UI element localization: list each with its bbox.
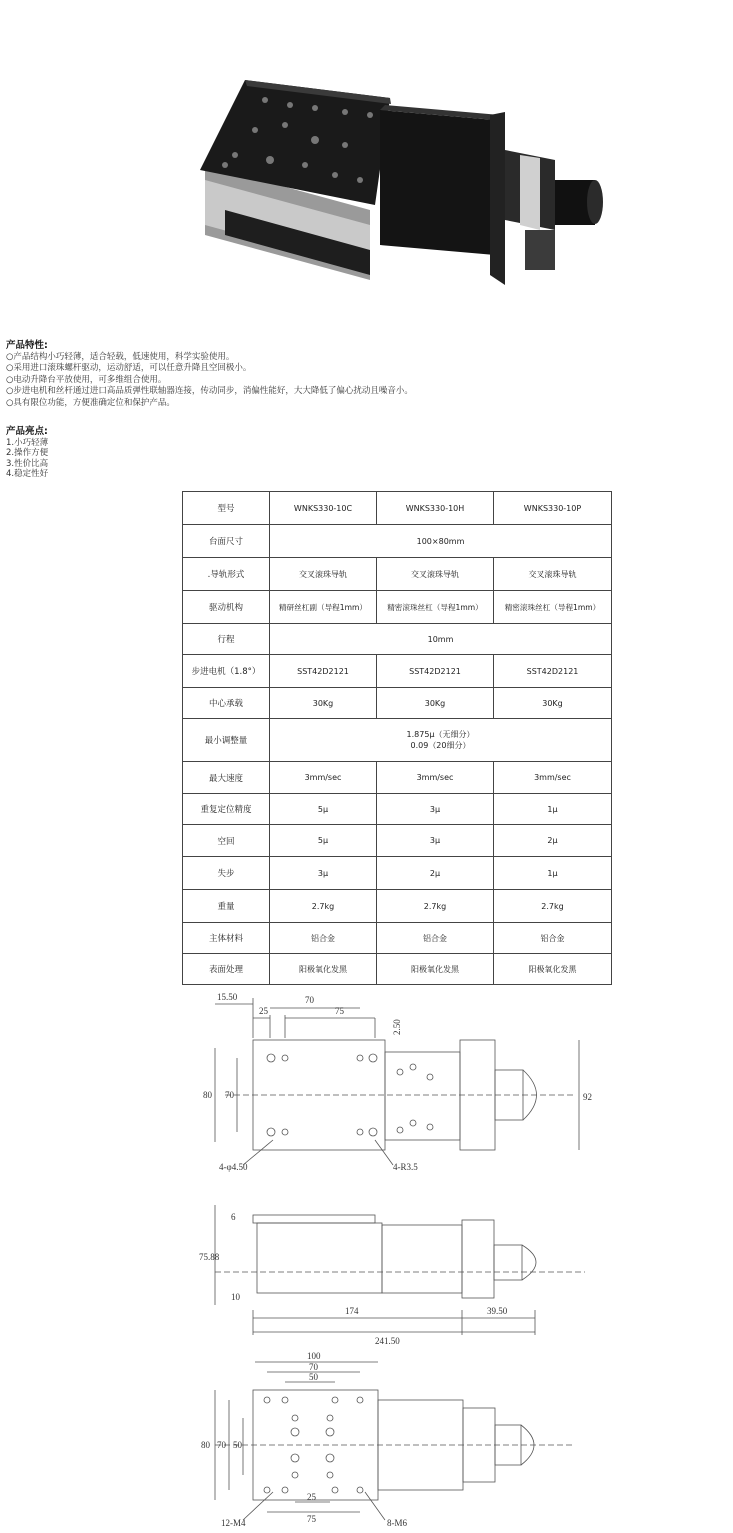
table-cell: 3μ	[377, 825, 494, 857]
table-cell	[270, 719, 612, 762]
table-cell: 2.7kg	[270, 890, 377, 923]
dim-label: 50	[233, 1440, 242, 1450]
table-cell: 阳极氧化发黑	[377, 954, 494, 985]
dim-label: 80	[201, 1440, 210, 1450]
table-row	[183, 558, 612, 591]
features-section	[6, 340, 413, 410]
feature-item: ○具有限位功能，方便准确定位和保护产品。	[6, 397, 175, 408]
table-cell: 30Kg	[270, 688, 377, 719]
highlight-item: 3.性价比高	[6, 458, 49, 469]
highlights-heading: 产品亮点:	[6, 426, 48, 437]
dim-label: 25	[259, 1006, 268, 1016]
highlight-item: 4.稳定性好	[6, 469, 49, 480]
dim-label: 92	[583, 1092, 592, 1102]
table-cell: 3mm/sec	[377, 762, 494, 794]
table-cell: 2.7kg	[377, 890, 494, 923]
table-cell: 精研丝杠副（导程1mm）	[270, 591, 377, 624]
table-cell: 精密滚珠丝杠（导程1mm）	[494, 591, 612, 624]
dim-label: 70	[309, 1362, 318, 1372]
row-label: 台面尺寸	[183, 525, 270, 558]
table-row	[183, 794, 612, 825]
drawing-top-view	[195, 990, 595, 1180]
table-row	[183, 825, 612, 857]
header-cell: WNKS330-10P	[494, 492, 612, 525]
table-row	[183, 492, 612, 525]
row-label: 最大速度	[183, 762, 270, 794]
highlight-item: 1.小巧轻薄	[6, 437, 49, 448]
highlight-item: 2.操作方便	[6, 448, 49, 459]
row-label: 中心承载	[183, 688, 270, 719]
table-cell: 2μ	[494, 825, 612, 857]
drawing-bottom-view	[195, 1350, 595, 1530]
dim-label: 12-M4	[221, 1518, 246, 1528]
feature-item: ○采用进口滚珠螺杆驱动，运动舒适，可以任意升降且空回极小。	[6, 363, 252, 374]
dim-label: 70	[225, 1090, 234, 1100]
product-photo	[195, 70, 615, 290]
table-cell: 2μ	[377, 857, 494, 890]
row-label: 失步	[183, 857, 270, 890]
cell-line: 1.875μ（无细分）	[406, 730, 475, 739]
table-row	[183, 762, 612, 794]
row-label: 步进电机（1.8°）	[183, 655, 270, 688]
table-row	[183, 890, 612, 923]
feature-item: ○电动升降台平放使用，可多维组合使用。	[6, 374, 167, 385]
table-row	[183, 655, 612, 688]
table-cell: 100×80mm	[270, 525, 612, 558]
table-cell: SST42D2121	[494, 655, 612, 688]
table-cell: 30Kg	[494, 688, 612, 719]
dim-label: 75	[307, 1514, 316, 1524]
row-label: 主体材料	[183, 923, 270, 954]
table-cell: SST42D2121	[270, 655, 377, 688]
table-row	[183, 857, 612, 890]
table-cell: 交叉滚珠导轨	[377, 558, 494, 591]
row-label: 行程	[183, 624, 270, 655]
table-cell: 交叉滚珠导轨	[270, 558, 377, 591]
spec-table	[182, 491, 612, 985]
table-cell: 铝合金	[377, 923, 494, 954]
dim-label: 100	[307, 1351, 321, 1361]
dim-label: 50	[309, 1372, 318, 1382]
table-cell: 3mm/sec	[270, 762, 377, 794]
highlights-section	[6, 427, 48, 480]
table-cell: 10mm	[270, 624, 612, 655]
features-heading: 产品特性:	[6, 340, 48, 351]
dim-label: 70	[217, 1440, 226, 1450]
table-cell: 阳极氧化发黑	[494, 954, 612, 985]
table-cell: 交叉滚珠导轨	[494, 558, 612, 591]
dim-label: 2.50	[392, 1019, 402, 1035]
table-cell: 3μ	[377, 794, 494, 825]
drawing-side-view	[195, 1200, 595, 1345]
row-label: .导轨形式	[183, 558, 270, 591]
row-label: 表面处理	[183, 954, 270, 985]
row-label: 驱动机构	[183, 591, 270, 624]
table-cell: 3μ	[270, 857, 377, 890]
dim-label: 75	[335, 1006, 344, 1016]
feature-item: ○产品结构小巧轻薄，适合轻载，低速使用，科学实验使用。	[6, 351, 235, 362]
row-label: 重复定位精度	[183, 794, 270, 825]
row-label: 空回	[183, 825, 270, 857]
feature-item: ○步进电机和丝杆通过进口高品质弹性联轴器连接，传动同步，消偏性能好，大大降低了偏心扰动且噪音小。	[6, 386, 413, 397]
table-cell: 1μ	[494, 794, 612, 825]
dim-label: 70	[305, 995, 314, 1005]
table-cell: 铝合金	[270, 923, 377, 954]
dim-label: 4-φ4.50	[219, 1162, 248, 1172]
header-cell: 型号	[183, 492, 270, 525]
table-cell: 1μ	[494, 857, 612, 890]
cell-line: 0.09（20细分）	[410, 741, 471, 750]
row-label: 重量	[183, 890, 270, 923]
table-cell: 2.7kg	[494, 890, 612, 923]
dim-label: 10	[231, 1292, 240, 1302]
table-cell: 30Kg	[377, 688, 494, 719]
dim-label: 174	[345, 1306, 359, 1316]
table-row	[183, 525, 612, 558]
dim-label: 75.88	[199, 1252, 220, 1262]
dim-label: 80	[203, 1090, 212, 1100]
table-cell: 5μ	[270, 825, 377, 857]
table-row	[183, 624, 612, 655]
table-cell: SST42D2121	[377, 655, 494, 688]
dim-label: 25	[307, 1492, 316, 1502]
table-cell: 精密滚珠丝杠（导程1mm）	[377, 591, 494, 624]
header-cell: WNKS330-10H	[377, 492, 494, 525]
table-row	[183, 591, 612, 624]
dim-label: 8-M6	[387, 1518, 407, 1528]
table-cell: 阳极氧化发黑	[270, 954, 377, 985]
header-cell: WNKS330-10C	[270, 492, 377, 525]
table-cell: 3mm/sec	[494, 762, 612, 794]
dim-label: 241.50	[375, 1336, 400, 1345]
dim-label: 39.50	[487, 1306, 508, 1316]
dim-label: 4-R3.5	[393, 1162, 418, 1172]
table-row	[183, 954, 612, 985]
table-row	[183, 923, 612, 954]
row-label: 最小调整量	[183, 719, 270, 762]
table-row	[183, 688, 612, 719]
table-row	[183, 719, 612, 762]
table-cell: 5μ	[270, 794, 377, 825]
table-cell: 铝合金	[494, 923, 612, 954]
dim-label: 15.50	[217, 992, 238, 1002]
dim-label: 6	[231, 1212, 236, 1222]
